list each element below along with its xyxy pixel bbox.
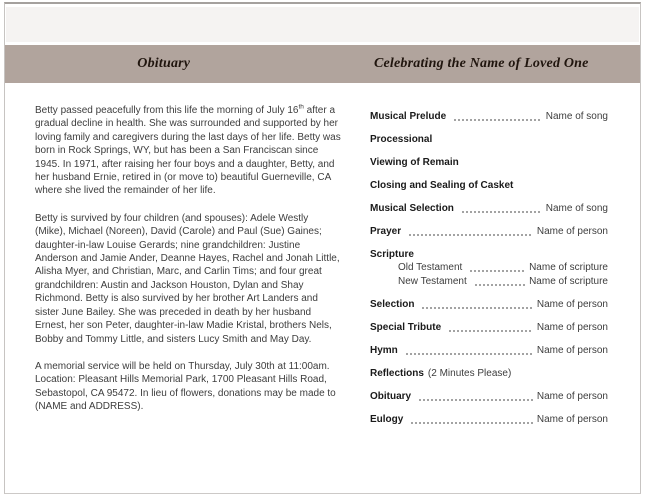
program-item-label: Reflections (370, 368, 424, 379)
program-item-label: Special Tribute (370, 322, 442, 333)
program-item-eulogy (370, 413, 608, 426)
ordinal-superscript: th (298, 103, 304, 111)
leader-dots (421, 307, 532, 309)
leader-dots (408, 234, 533, 236)
program-item-note: (2 Minutes Please) (427, 368, 512, 379)
leader-dots (410, 422, 533, 424)
program-item-label: Processional (370, 134, 433, 145)
program-subitem-new-testament (398, 275, 608, 288)
program-item-processional (370, 133, 608, 146)
leader-dots (461, 211, 542, 213)
program-item-special-tribute (370, 321, 608, 334)
program-item-value: Name of person (536, 391, 608, 402)
page-title-right: Celebrating the Name of Loved One (373, 56, 589, 71)
obituary-paragraph-1-rest: after a gradual decline in health. She was surrounded and supported by her loving family and caregivers during the last days of her life. Betty was born in Rock Springs, WY, but has been a San Franciscan since 1945. In 1971, after raising her four boys and a daughter, Betty, and her husband Ernie, retired in (or move to) beautiful Guerneville, CA where she lived the remainder of her life. (35, 105, 341, 197)
program-item-label: Closing and Sealing of Casket (370, 180, 514, 191)
leader-dots (405, 353, 533, 355)
program-item-label: Viewing of Remain (370, 157, 459, 168)
leader-dots (453, 119, 542, 121)
program-item-value: Name of person (536, 345, 608, 356)
program-subitem-value: Name of scripture (529, 262, 608, 273)
program-item-value: Name of song (545, 111, 608, 122)
leader-dots (474, 284, 525, 286)
obituary-column (5, 83, 341, 493)
leader-dots (448, 330, 533, 332)
obituary-paragraph-3: A memorial service will be held on Thursday, July 30th at 11:00am. Location: Pleasant Hills Memorial Park, 1700 Pleasant Hills Road, Sebastopol, CA 95472. In lieu of flowers, donations may be made to (NAME and ADDRESS). (35, 360, 336, 413)
program-item-obituary (370, 390, 608, 403)
program-item-scripture (370, 248, 608, 288)
program-page (4, 2, 641, 494)
program-item-value: Name of person (536, 322, 608, 333)
program-item-label: Selection (370, 299, 415, 310)
program-item-label: Hymn (370, 345, 398, 356)
program-item-label: Musical Prelude (370, 111, 447, 122)
program-item-prayer (370, 225, 608, 238)
program-item-label: Prayer (370, 226, 402, 237)
program-subitem-label: New Testament (398, 276, 467, 287)
program-item-label: Obituary (370, 391, 412, 402)
program-item-label: Musical Selection (370, 203, 454, 214)
leader-dots (469, 270, 525, 272)
program-item-viewing-of-remain (370, 156, 608, 169)
program-item-value: Name of person (536, 414, 608, 425)
order-of-service-column (370, 83, 608, 493)
program-item-reflections (370, 367, 608, 380)
page-title-left: Obituary (137, 56, 191, 71)
page-content (5, 83, 640, 493)
program-item-hymn (370, 344, 608, 357)
obituary-paragraph-1 (35, 104, 341, 198)
program-item-value: Name of person (536, 226, 608, 237)
program-item-value: Name of person (536, 299, 608, 310)
top-decorative-band (6, 7, 639, 42)
program-item-selection (370, 298, 608, 311)
program-item-musical-prelude (370, 110, 608, 123)
program-subitem-value: Name of scripture (529, 276, 608, 287)
program-subitem-label: Old Testament (398, 262, 463, 273)
leader-dots (418, 399, 533, 401)
header-band (5, 45, 640, 83)
program-item-musical-selection (370, 202, 608, 215)
program-item-scripture-heading (370, 248, 608, 261)
obituary-paragraph-1-text: Betty passed peacefully from this life the morning of July 16 (35, 105, 299, 116)
program-subitem-old-testament (398, 261, 608, 274)
program-item-label: Eulogy (370, 414, 404, 425)
obituary-paragraph-2: Betty is survived by four children (and spouses): Adele Westly (Mike), Michael (Noreen), David (Carole) and Paul (Sue) Gaines; daughter-in-law Louise Gerards; nine grandchildren: Justine Anderson and Jamie Ander, Deanne Hayes, Rachel and Jonah Little, Alisha Myer, and Christian, Marc, and Carlin Tims; and four great grandchildren: Austin and Jackson Houston, Dylan and Shay Richmond. Betty is also survived by her brother Art Landers and sister June Bailey. She was preceded in death by her husband Ernest, her son Peter, daughter-in-law Madie Kristal, brothers Nels, Bobby and Tommy Little, and sisters Lucy Smith and May Day. (35, 212, 340, 345)
program-item-closing-and-sealing (370, 179, 608, 192)
program-item-value: Name of song (545, 203, 608, 214)
program-item-label: Scripture (370, 249, 414, 260)
